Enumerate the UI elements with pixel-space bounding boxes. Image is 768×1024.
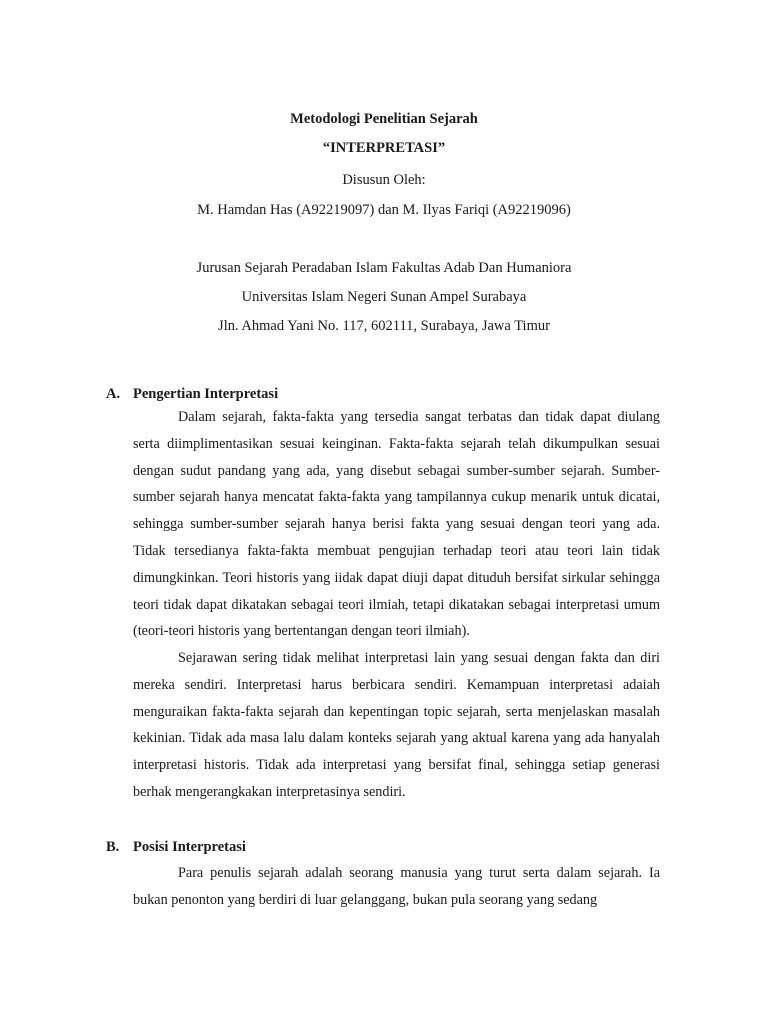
section-b-letter: B. bbox=[106, 839, 120, 855]
section-a-paragraph-1: Dalam sejarah, fakta-fakta yang tersedia sangat terbatas dan tidak dapat diulang serta diimplimentasikan sesuai keinginan. Fakta-fakta sejarah telah dikumpulkan sesuai dengan sudut pandang yang ada, yang disebut sebagai sumber-sumber sejarah. Sumber-sumber sejarah hanya mencatat fakta-fakta yang tampilannya cukup menarik untuk dicatai, sehingga sumber-sumber sejarah hanya berisi fakta yang sesuai dengan teori yang ada. Tidak tersedianya fakta-fakta membuat pengujian terhadap teori atau teori lain tidak dimungkinkan. Teori historis yang iidak dapat diuji dapat dituduh bersifat sirkular sehingga teori tidak dapat dikatakan sebagai teori ilmiah, tetapi dikatakan sebagai interpretasi umum (teori-teori historis yang bertentangan dengan teori ilmiah). bbox=[133, 409, 660, 640]
compiled-by-label: Disusun Oleh: bbox=[342, 172, 426, 188]
section-b-paragraph-1: Para penulis sejarah adalah seorang manusia yang turut serta dalam sejarah. Ia bukan penonton yang berdiri di luar gelanggang, bukan pula seorang yang sedang bbox=[133, 865, 660, 908]
university-line: Universitas Islam Negeri Sunan Ampel Surabaya bbox=[241, 289, 527, 305]
address-line: Jln. Ahmad Yani No. 117, 602111, Surabaya, Jawa Timur bbox=[218, 318, 550, 334]
section-a-paragraph-2: Sejarawan sering tidak melihat interpretasi lain yang sesuai dengan fakta dan diri mereka sendiri. Interpretasi harus berbicara sendiri. Kemampuan interpretasi adaiah menguraikan fakta-fakta sejarah dan kepentingan topic sejarah, serta menjelaskan masalah kekinian. Tidak ada masa lalu dalam konteks sejarah yang aktual karena yang ada hanyalah interpretasi historis. Tidak ada interpretasi yang bersifat final, sehingga setiap generasi berhak mengerangkakan interpretasinya sendiri. bbox=[133, 650, 660, 800]
section-b-heading bbox=[106, 838, 246, 856]
section-a-letter: A. bbox=[106, 386, 121, 402]
section-a-heading bbox=[106, 385, 278, 403]
authors-line: M. Hamdan Has (A92219097) dan M. Ilyas Fariqi (A92219096) bbox=[197, 202, 571, 218]
course-title: Metodologi Penelitian Sejarah bbox=[290, 111, 478, 127]
section-b-title: Posisi Interpretasi bbox=[133, 839, 246, 855]
section-a-title: Pengertian Interpretasi bbox=[133, 386, 279, 402]
department-line: Jurusan Sejarah Peradaban Islam Fakultas Adab Dan Humaniora bbox=[196, 260, 572, 276]
document-title: “INTERPRETASI” bbox=[322, 140, 446, 156]
